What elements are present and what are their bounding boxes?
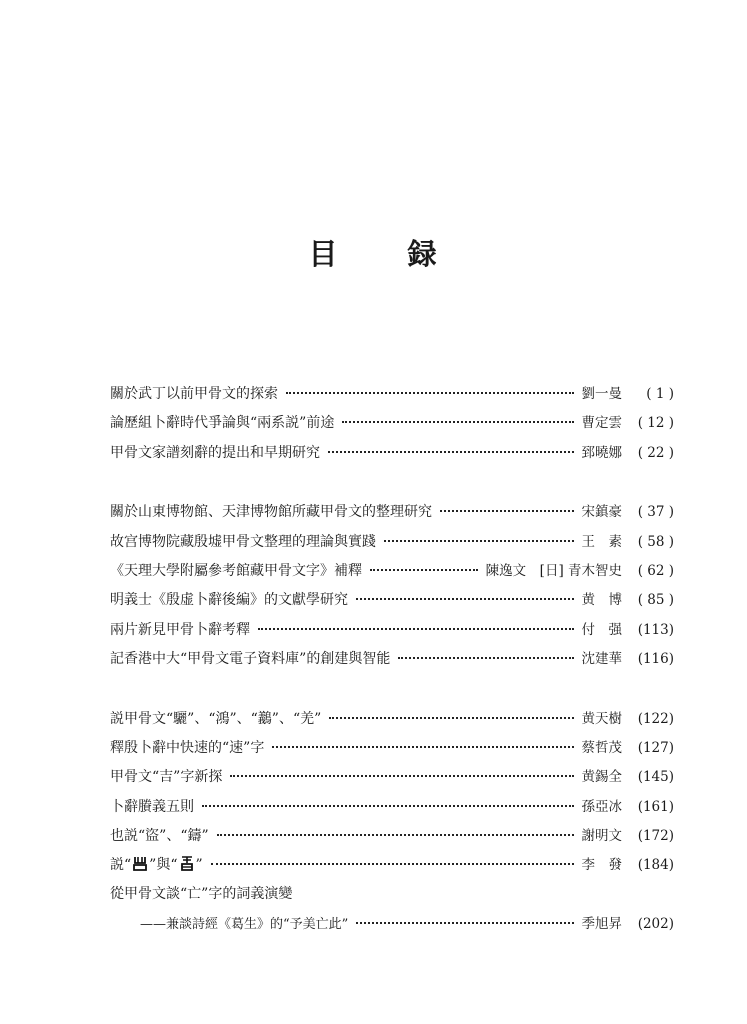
entry-title: 故宫博物院藏殷墟甲骨文整理的理論與實踐	[110, 533, 376, 550]
dot-leader	[258, 628, 574, 630]
dot-leader	[356, 922, 573, 924]
entry-page: ( 12 )	[637, 415, 674, 432]
toc-entry[interactable]	[110, 530, 674, 559]
entry-page: ( 37 )	[637, 504, 674, 521]
toc-group-1	[110, 382, 674, 470]
dot-leader	[286, 392, 574, 394]
entry-title: 也説“盜”、“鑄”	[110, 828, 209, 845]
entry-page: (145)	[637, 769, 674, 786]
entry-author: 蔡哲茂	[581, 739, 622, 756]
entry-page: (127)	[637, 739, 674, 756]
toc-entry[interactable]	[110, 411, 674, 440]
dot-leader	[398, 657, 573, 659]
entry-author: 付 强	[581, 621, 622, 638]
toc-entry[interactable]	[110, 853, 674, 882]
entry-page: ( 85 )	[637, 592, 674, 609]
entry-author: 黄 博	[581, 592, 622, 609]
entry-page: (161)	[637, 798, 674, 815]
title-char-1: 目	[308, 237, 340, 271]
entry-page: (172)	[637, 828, 674, 845]
entry-title: 從甲骨文談“亡”字的詞義演變	[110, 885, 293, 902]
dot-leader	[217, 834, 574, 836]
oracle-glyph-1-icon	[132, 855, 148, 872]
toc-group-3	[110, 707, 674, 942]
entry-title: 記香港中大“甲骨文電子資料庫”的創建與智能	[110, 651, 391, 668]
entry-author: 黄天樹	[581, 710, 622, 727]
entry-author: 王 素	[581, 533, 622, 550]
entry-author: 劉一曼	[581, 386, 622, 402]
entry-author: 沈建華	[581, 651, 622, 668]
toc-entry-subtitle[interactable]	[110, 912, 674, 941]
dot-leader	[202, 805, 574, 807]
entry-title-pre: 説“	[110, 857, 132, 874]
toc-entry[interactable]	[110, 500, 674, 529]
entry-author: 曹定雲	[581, 415, 622, 432]
entry-author: 季旭昇	[581, 916, 622, 933]
toc-entry[interactable]	[110, 588, 674, 617]
toc-entry[interactable]	[110, 824, 674, 853]
table-of-contents	[110, 382, 674, 972]
dot-leader	[384, 540, 574, 542]
toc-entry[interactable]	[110, 707, 674, 736]
toc-entry[interactable]	[110, 441, 674, 470]
entry-page: (122)	[637, 710, 674, 727]
entry-title: 論歷組卜辭時代爭論與“兩系説”前途	[110, 415, 335, 432]
entry-title-post: ”	[195, 857, 203, 874]
entry-page: ( 58 )	[637, 533, 674, 550]
entry-author: 謝明文	[581, 828, 622, 845]
toc-group-2	[110, 500, 674, 676]
dot-leader	[356, 598, 574, 600]
entry-page: ( 1 )	[646, 386, 674, 402]
entry-subtitle: ——兼談詩經《葛生》的“予美亡此”	[140, 917, 349, 933]
toc-entry[interactable]	[110, 647, 674, 676]
dot-leader	[211, 863, 574, 865]
toc-entry[interactable]	[110, 736, 674, 765]
toc-entry[interactable]	[110, 559, 674, 588]
entry-author: 李 發	[581, 857, 622, 874]
entry-page: (113)	[637, 621, 674, 638]
oracle-glyph-2-icon	[179, 855, 195, 872]
entry-page: ( 22 )	[637, 444, 674, 461]
page-title	[0, 232, 747, 273]
toc-entry[interactable]	[110, 765, 674, 794]
dot-leader	[370, 569, 478, 571]
entry-author: 郅曉娜	[581, 444, 622, 461]
entry-title: 兩片新見甲骨卜辭考釋	[110, 621, 250, 638]
entry-title: 《天理大學附屬參考館藏甲骨文字》補釋	[110, 562, 362, 579]
dot-leader	[272, 746, 573, 748]
entry-title-mid: ”與“	[149, 857, 178, 874]
dot-leader	[342, 421, 573, 423]
entry-title: 甲骨文家譜刻辭的提出和早期研究	[110, 444, 320, 461]
dot-leader	[329, 717, 573, 719]
dot-leader	[328, 451, 574, 453]
toc-entry[interactable]	[110, 618, 674, 647]
entry-title: 關於武丁以前甲骨文的探索	[110, 386, 278, 402]
entry-author: 宋鎮豪	[581, 504, 622, 521]
dot-leader	[440, 510, 574, 512]
toc-entry[interactable]	[110, 883, 674, 912]
entry-page: ( 62 )	[637, 562, 674, 579]
entry-author: 黄錫全	[581, 769, 622, 786]
entry-title: 甲骨文“吉”字新探	[110, 769, 223, 786]
entry-title: 明義士《殷虚卜辭後編》的文獻學研究	[110, 592, 348, 609]
entry-author: 陳逸文 [日] 青木智史	[485, 562, 622, 579]
title-char-2: 録	[407, 237, 439, 271]
toc-entry[interactable]	[110, 382, 674, 411]
entry-title: 卜辭賸義五則	[110, 798, 194, 815]
entry-title: 説甲骨文“驪”、“鴻”、“䴊”、“羌”	[110, 710, 322, 727]
entry-title: 關於山東博物館、天津博物館所藏甲骨文的整理研究	[110, 504, 432, 521]
entry-title: 釋殷卜辭中快速的“速”字	[110, 739, 265, 756]
entry-author: 孫亞冰	[581, 798, 622, 815]
entry-page: (202)	[637, 916, 674, 933]
toc-entry[interactable]	[110, 795, 674, 824]
entry-page: (184)	[637, 857, 674, 874]
entry-title	[110, 854, 203, 874]
entry-page: (116)	[637, 651, 674, 668]
dot-leader	[230, 775, 573, 777]
